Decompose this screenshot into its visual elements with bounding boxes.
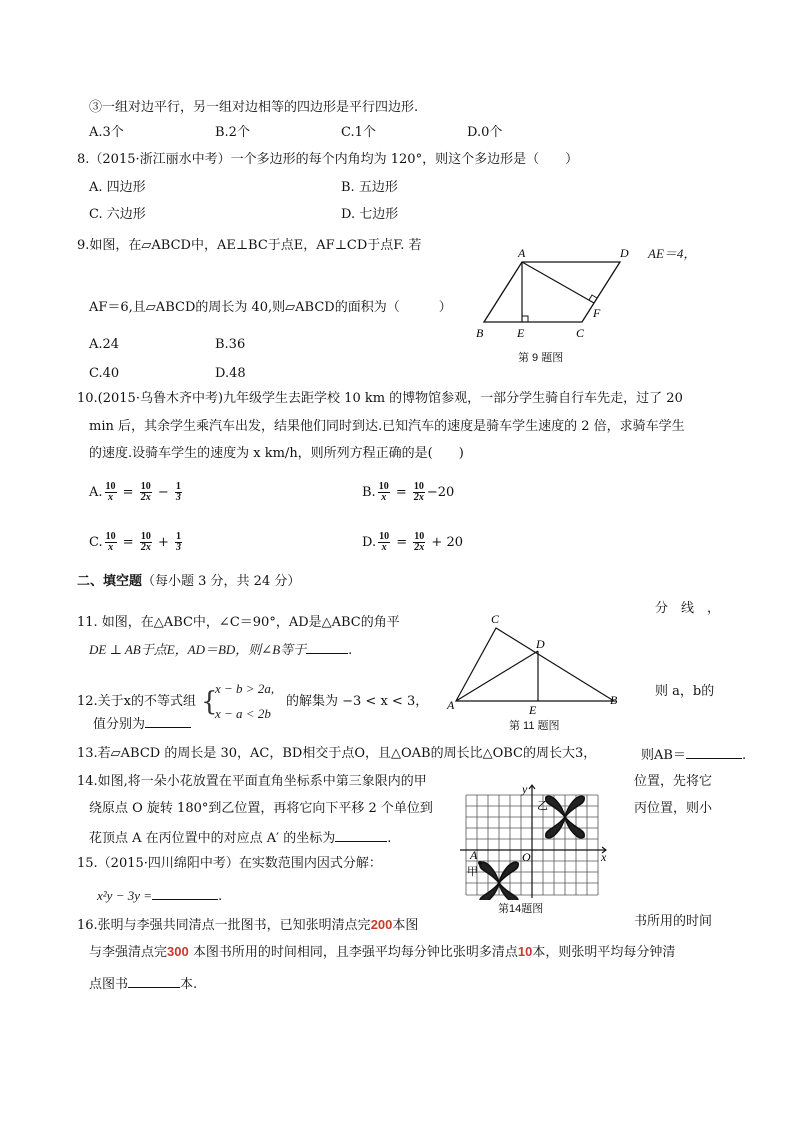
q9-label-f: F xyxy=(593,306,601,320)
q11-line-1-tail: 分 线 ， xyxy=(655,601,721,616)
q14-label-yi: 乙 xyxy=(537,800,548,812)
q15-line-1: 15.（2015·四川绵阳中考）在实数范围内因式分解： xyxy=(77,856,382,871)
q12-brace: { xyxy=(201,687,218,717)
q11-label-e: E xyxy=(529,703,537,717)
q11-answer-blank[interactable] xyxy=(306,641,348,654)
q14-line-3: 花顶点 A 在丙位置中的对应点 A′ 的坐标为 . xyxy=(89,831,392,846)
q14-line-2-tail: 丙位置，则小 xyxy=(634,801,713,816)
q13-answer-blank[interactable] xyxy=(686,746,742,759)
q7-option-d: D.0个 xyxy=(467,125,503,140)
q8-option-a: A. 四边形 xyxy=(89,180,146,195)
q13-text: 13.若▱ABCD 的周长是 30，AC，BD相交于点O，且△OAB的周长比△OBC的周长大3， xyxy=(77,746,597,761)
q9-label-a: A xyxy=(518,246,526,260)
q14-label-y: y xyxy=(522,782,528,796)
q9-label-b: B xyxy=(476,326,484,340)
section-heading xyxy=(77,574,300,590)
q12-mid: 的解集为 −3 < x < 3， xyxy=(286,694,429,709)
q9-figure-caption: 第 9 题图 xyxy=(518,352,564,364)
q11-label-c: C xyxy=(491,612,500,626)
q13-tail: 则AB＝ . xyxy=(641,748,747,763)
section-note: （每小题 3 分，共 24 分） xyxy=(142,574,301,589)
q7-option-a: A.3个 xyxy=(89,125,124,140)
q7-statement-3: ③一组对边平行，另一组对边相等的四边形是平行四边形. xyxy=(89,100,419,115)
q8-option-b: B. 五边形 xyxy=(341,180,398,195)
q14-line-1-tail: 位置，先将它 xyxy=(634,774,713,789)
q14-line-2: 绕原点 O 旋转 180°到乙位置，再将它向下平移 2 个单位到 xyxy=(89,801,433,816)
q10-option-a: A. $\frac{10}{x}$ = $\frac{10}{2x}$ − $\frac{1}{3}$ xyxy=(89,481,181,503)
q12-answer-blank[interactable] xyxy=(145,715,191,728)
q10-option-d: D. $\frac{10}{x}$ = $\frac{10}{2x}$ + 20 xyxy=(362,531,463,553)
q10-line-1: 10.(2015·乌鲁木齐中考)九年级学生去距学校 10 km 的博物馆参观，一部分学生骑自行车先走，过了 20 xyxy=(77,391,683,406)
q14-figure-caption: 第14题图 xyxy=(498,903,544,915)
q11-line-1: 11. 如图，在△ABC中，∠C＝90°，AD是△ABC的角平 xyxy=(77,615,400,630)
q9-option-a: A.24 xyxy=(89,337,120,352)
q8-option-c: C. 六边形 xyxy=(89,207,146,222)
q9-line-1-tail: AE＝4， xyxy=(648,246,697,261)
q7-option-c: C.1个 xyxy=(341,125,376,140)
q11-label-b: B xyxy=(610,693,618,707)
q14-answer-blank[interactable] xyxy=(335,829,387,842)
q14-label-o: O xyxy=(522,850,531,864)
q16-answer-blank[interactable] xyxy=(128,975,180,988)
q9-figure xyxy=(470,245,645,345)
q14-line-1: 14.如图,将一朵小花放置在平面直角坐标系中第三象限内的甲 xyxy=(77,774,427,789)
q9-option-d: D.48 xyxy=(215,366,246,381)
q14-label-a: A xyxy=(470,848,478,862)
q9-line-1: 9.如图，在▱ABCD中，AE⊥BC于点E，AF⊥CD于点F. 若 xyxy=(77,238,422,253)
q12-line-2: 值分别为 xyxy=(93,715,191,733)
q10-line-3: 的速度.设骑车学生的速度为 x km/h，则所列方程正确的是( ) xyxy=(89,446,464,461)
q12-tail: 则 a，b的 xyxy=(655,684,715,699)
q16-line-1-tail: 书所用的时间 xyxy=(634,914,713,929)
q9-label-d: D xyxy=(620,246,629,260)
q9-label-c: C xyxy=(576,326,585,340)
q16-line-1: 16.张明与李强共同清点一批图书，已知张明清点完200本图 xyxy=(77,917,419,933)
q11-label-a: A xyxy=(447,698,455,712)
section-title: 二、填空题 xyxy=(77,574,143,589)
q9-option-b: B.36 xyxy=(215,337,246,352)
q14-label-x: x xyxy=(601,850,607,864)
q8-option-d: D. 七边形 xyxy=(341,207,399,222)
q11-line-2: DE ⊥ AB于点E，AD＝BD，则∠B等于 . xyxy=(89,642,353,658)
q9-option-c: C.40 xyxy=(89,366,120,381)
q16-line-3: 点图书 本. xyxy=(89,977,198,992)
q15-expression: x²y − 3y = . xyxy=(97,888,223,904)
q7-option-b: B.2个 xyxy=(215,125,250,140)
q14-figure xyxy=(458,775,618,900)
q10-option-c: C. $\frac{10}{x}$ = $\frac{10}{2x}$ + $\frac{1}{3}$ xyxy=(89,531,181,553)
q12-inequality-1: x − b > 2a, xyxy=(215,681,275,696)
q9-label-e: E xyxy=(517,326,525,340)
q16-line-2: 与李强清点完300 本图书所用的时间相同，且李强平均每分钟比张明多清点10本，则张明平均每分钟清 xyxy=(89,944,676,960)
q15-answer-blank[interactable] xyxy=(152,887,218,900)
q11-label-d: D xyxy=(536,637,545,651)
q11-figure-caption: 第 11 题图 xyxy=(509,720,560,732)
q8-stem: 8.（2015·浙江丽水中考）一个多边形的每个内角均为 120°，则这个多边形是（ ） xyxy=(77,152,579,167)
q12-inequality-2: x − a < 2b xyxy=(215,706,271,721)
q9-line-2: AF＝6,且▱ABCD的周长为 40,则▱ABCD的面积为（ ） xyxy=(89,300,452,315)
q10-line-2: min 后，其余学生乘汽车出发，结果他们同时到达.已知汽车的速度是骑车学生速度的 2 倍，求骑车学生 xyxy=(89,419,685,434)
q10-option-b: B. $\frac{10}{x}$ = $\frac{10}{2x}$ −20 xyxy=(362,481,455,503)
q11-figure xyxy=(444,608,629,718)
q14-label-jia: 甲 xyxy=(467,866,478,878)
q12-prefix: 12.关于x的不等式组 xyxy=(77,694,197,709)
